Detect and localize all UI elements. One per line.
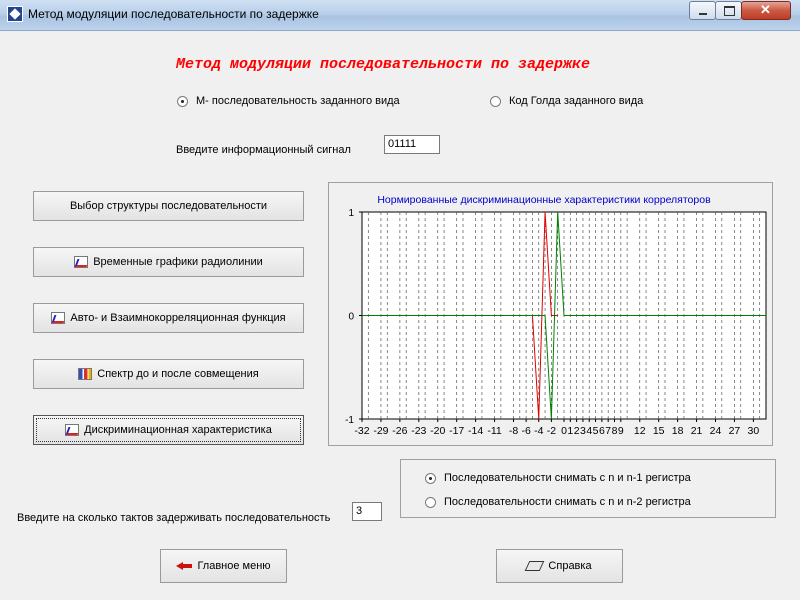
help-button-label: Справка	[548, 560, 592, 572]
chart-panel	[328, 182, 773, 446]
arrow-left-icon	[176, 562, 192, 570]
correlation-button-label: Авто- и Взаимнокорреляционная функция	[70, 312, 286, 324]
app-icon[interactable]	[7, 6, 23, 22]
x-tick-label: 3	[580, 425, 586, 437]
spectrum-button[interactable]	[33, 359, 304, 389]
x-tick-label: 27	[728, 425, 741, 437]
y-tick-label: 0	[348, 311, 354, 323]
radio-gold-code-label: Код Голда заданного вида	[509, 95, 644, 107]
graph-icon	[74, 256, 88, 268]
spectrum-icon	[78, 368, 92, 380]
x-tick-label: 15	[652, 425, 665, 437]
radio-register-n2-label: Последовательности снимать с n и n-2 регистра	[444, 496, 691, 508]
x-tick-label: -29	[373, 425, 389, 437]
x-tick-label: 7	[605, 425, 612, 437]
radio-register-n2[interactable]	[425, 496, 691, 508]
x-tick-label: 8	[611, 425, 618, 437]
signal-label: Введите информационный сигнал	[176, 144, 351, 156]
radio-gold-code[interactable]	[490, 95, 643, 107]
x-tick-label: -26	[392, 425, 408, 437]
y-tick-label: 1	[348, 208, 354, 219]
x-tick-label: -2	[546, 425, 557, 437]
x-tick-label: -23	[411, 425, 427, 437]
x-tick-label: 6	[598, 425, 605, 437]
signal-input[interactable]: 01111	[384, 135, 440, 154]
graph-icon	[51, 312, 65, 324]
x-tick-label: 24	[709, 425, 722, 437]
structure-button[interactable]	[33, 191, 304, 221]
main-menu-button[interactable]	[160, 549, 287, 583]
x-tick-label: -17	[449, 425, 465, 437]
close-button[interactable]	[741, 1, 791, 20]
discriminator-button[interactable]	[33, 415, 304, 445]
time-graphs-button[interactable]	[33, 247, 304, 277]
x-tick-label: 12	[633, 425, 646, 437]
x-tick-label: 30	[747, 425, 760, 437]
help-button[interactable]	[496, 549, 623, 583]
x-tick-label: 0	[561, 425, 567, 437]
x-tick-label: -11	[487, 425, 502, 437]
x-tick-label: -6	[521, 425, 531, 437]
radio-gold-code-indicator[interactable]	[490, 96, 501, 107]
book-icon	[525, 561, 545, 571]
delay-label: Введите на сколько тактов задерживать последовательность	[17, 512, 331, 524]
radio-register-n1-label: Последовательности снимать с n и n-1 регистра	[444, 472, 691, 484]
title-bar[interactable]	[0, 0, 800, 31]
radio-register-n1-indicator[interactable]	[425, 473, 436, 484]
minimize-button[interactable]	[689, 1, 716, 20]
graph-icon	[65, 424, 79, 436]
x-tick-label: -8	[508, 425, 519, 437]
x-tick-label: 18	[671, 425, 684, 437]
page-title: Метод модуляции последовательности по задержке	[175, 56, 591, 73]
x-tick-label: 21	[690, 425, 703, 437]
main-menu-button-label: Главное меню	[197, 560, 271, 572]
time-graphs-button-label: Временные графики радиолинии	[93, 256, 263, 268]
chart-title: Нормированные дискриминационные характеристики корреляторов	[377, 194, 711, 206]
x-tick-label: -20	[430, 425, 446, 437]
radio-register-n1[interactable]	[425, 472, 691, 484]
correlation-button[interactable]	[33, 303, 304, 333]
x-tick-label: 1	[567, 425, 574, 437]
register-group	[400, 459, 776, 518]
radio-register-n2-indicator[interactable]	[425, 497, 436, 508]
discriminator-chart	[329, 183, 772, 445]
maximize-button[interactable]	[715, 1, 742, 20]
x-tick-label: 4	[586, 425, 593, 437]
x-tick-label: 2	[573, 425, 580, 437]
y-tick-label: -1	[345, 415, 354, 426]
spectrum-button-label: Спектр до и после совмещения	[97, 368, 259, 380]
x-tick-label: 5	[592, 425, 599, 437]
radio-m-sequence-label: М- последовательность заданного вида	[196, 95, 400, 107]
radio-m-sequence-indicator[interactable]	[177, 96, 188, 107]
x-tick-label: -32	[354, 425, 370, 437]
delay-input[interactable]: 3	[352, 502, 382, 521]
discriminator-button-label: Дискриминационная характеристика	[84, 424, 272, 436]
x-tick-label: 9	[617, 425, 624, 437]
window-title: Метод модуляции последовательности по задержке	[28, 7, 319, 21]
structure-button-label: Выбор структуры последовательности	[69, 200, 268, 212]
x-tick-label: -4	[534, 425, 544, 437]
x-tick-label: -14	[468, 425, 484, 437]
radio-m-sequence[interactable]	[177, 95, 400, 107]
